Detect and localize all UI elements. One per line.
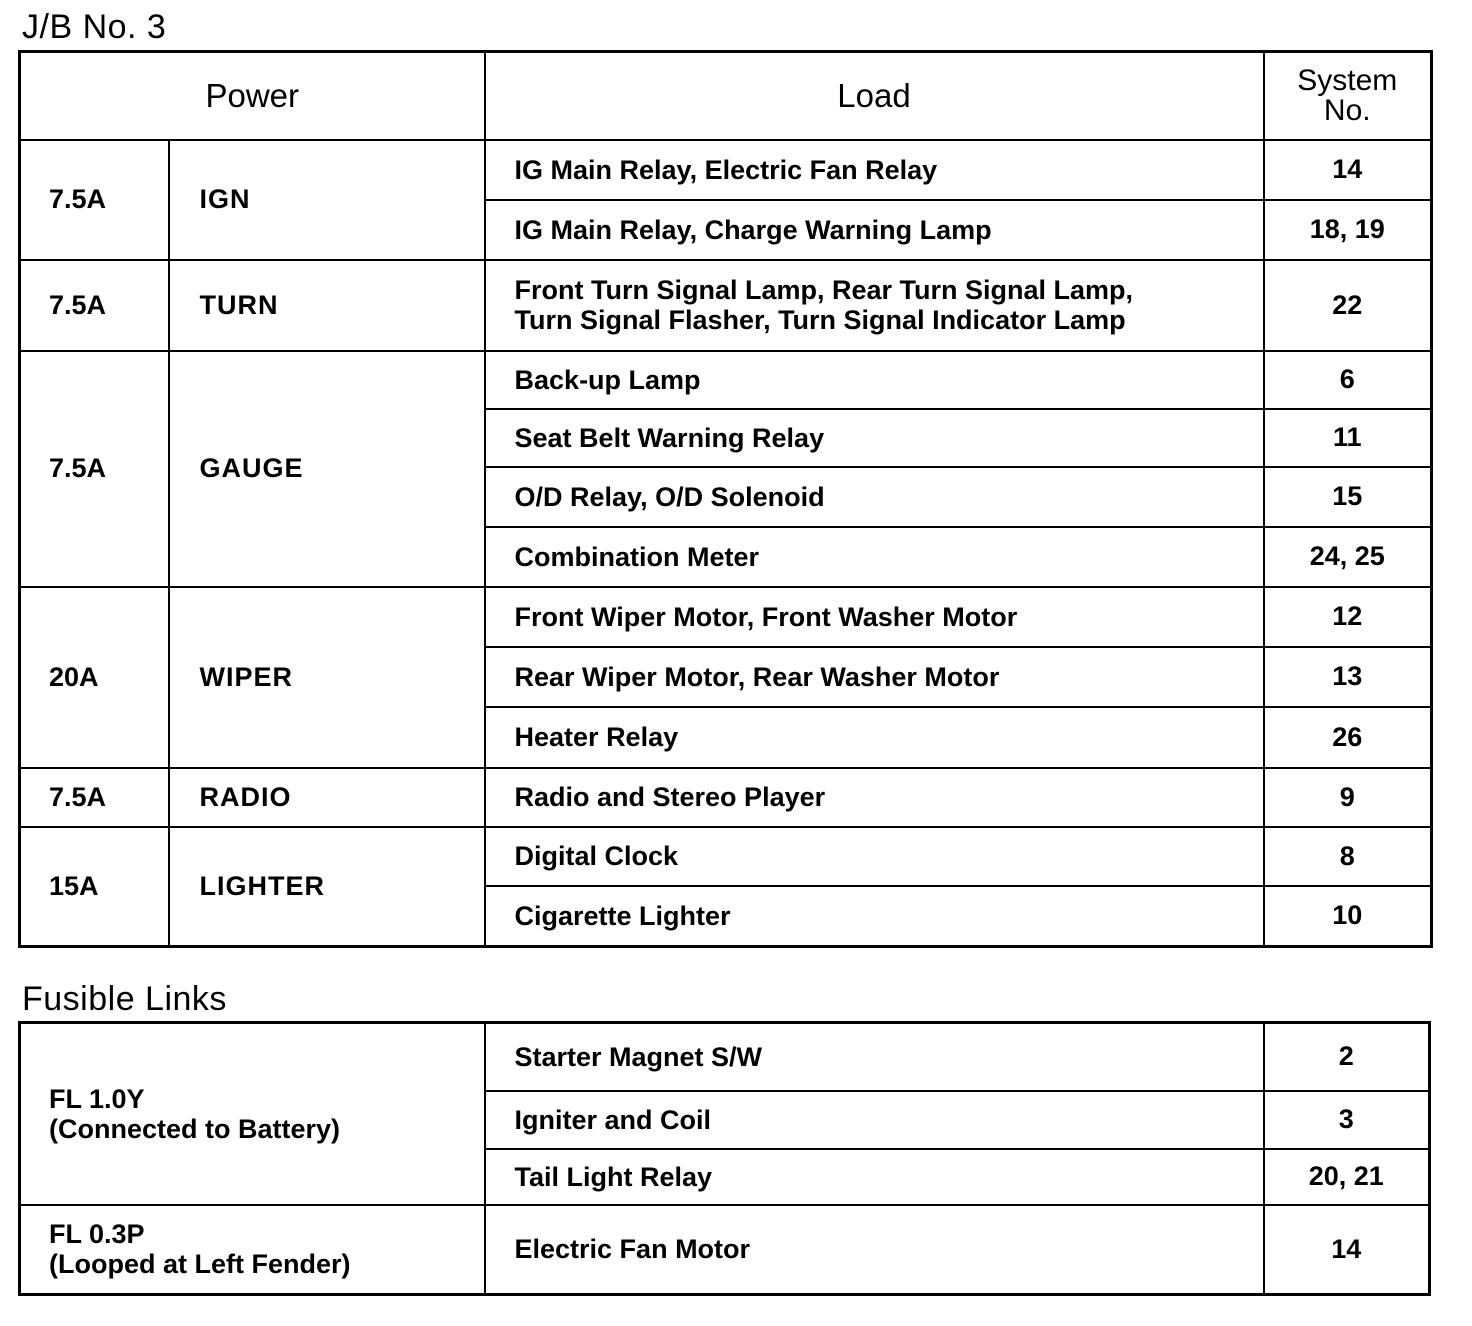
system-no-cell: 20, 21 (1264, 1149, 1430, 1205)
fuse-name: TURN (169, 260, 485, 351)
system-no-cell: 9 (1264, 768, 1432, 827)
load-cell: Cigarette Lighter (485, 886, 1264, 947)
load-cell: Digital Clock (485, 827, 1264, 886)
system-no-header (1264, 52, 1432, 140)
fuse-name: IGN (169, 140, 485, 260)
load-cell: Radio and Stereo Player (485, 768, 1264, 827)
system-no-cell: 10 (1264, 886, 1432, 947)
fusible-links-table (18, 1021, 1431, 1296)
table-row (20, 1023, 1430, 1091)
power-header: Power (20, 52, 485, 140)
system-no-cell: 8 (1264, 827, 1432, 886)
jb-table (18, 50, 1433, 948)
table-row (20, 587, 1432, 647)
system-no-cell: 22 (1264, 260, 1432, 351)
fusible-link-note: (Connected to Battery) (49, 1113, 341, 1144)
table-row (20, 140, 1432, 200)
fuse-amp: 7.5A (20, 351, 169, 587)
load-cell: Seat Belt Warning Relay (485, 409, 1264, 467)
load-cell: Tail Light Relay (485, 1149, 1264, 1205)
load-cell: IG Main Relay, Charge Warning Lamp (485, 200, 1264, 260)
fuse-name: WIPER (169, 587, 485, 768)
table-row (20, 768, 1432, 827)
load-cell: Heater Relay (485, 707, 1264, 768)
fuse-amp: 7.5A (20, 768, 169, 827)
fusible-link-id: FL 1.0Y (49, 1083, 145, 1114)
load-cell (485, 260, 1264, 351)
table-row (20, 1205, 1430, 1295)
load-header: Load (485, 52, 1264, 140)
system-no-cell: 12 (1264, 587, 1432, 647)
fuse-amp: 7.5A (20, 140, 169, 260)
load-cell: Igniter and Coil (485, 1091, 1264, 1149)
table-row (20, 351, 1432, 409)
jb-title: J/B No. 3 (22, 8, 167, 46)
fusible-link-note: (Looped at Left Fender) (49, 1249, 351, 1280)
load-cell: O/D Relay, O/D Solenoid (485, 467, 1264, 527)
fusible-link-id: FL 0.3P (49, 1219, 145, 1250)
system-no-cell: 13 (1264, 647, 1432, 707)
table-row (20, 827, 1432, 886)
table-row (20, 260, 1432, 351)
system-no-cell: 6 (1264, 351, 1432, 409)
fuse-name: LIGHTER (169, 827, 485, 947)
fuse-amp: 15A (20, 827, 169, 947)
header-row (20, 52, 1432, 140)
load-cell: Front Wiper Motor, Front Washer Motor (485, 587, 1264, 647)
fuse-name: GAUGE (169, 351, 485, 587)
system-no-cell: 2 (1264, 1023, 1430, 1091)
system-no-cell: 14 (1264, 140, 1432, 200)
system-no-cell: 14 (1264, 1205, 1430, 1295)
load-cell: Combination Meter (485, 527, 1264, 587)
load-cell: Starter Magnet S/W (485, 1023, 1264, 1091)
fuse-name: RADIO (169, 768, 485, 827)
system-no-cell: 15 (1264, 467, 1432, 527)
fusible-link-power (20, 1023, 485, 1205)
load-line: Turn Signal Flasher, Turn Signal Indicator Lamp (514, 305, 1126, 335)
system-no-cell: 26 (1264, 707, 1432, 768)
system-header-line1: System (1297, 63, 1398, 97)
fusible-link-power (20, 1205, 485, 1295)
fuse-amp: 20A (20, 587, 169, 768)
system-no-cell: 3 (1264, 1091, 1430, 1149)
system-header-line2: No. (1323, 93, 1371, 127)
load-cell: Rear Wiper Motor, Rear Washer Motor (485, 647, 1264, 707)
load-cell: Electric Fan Motor (485, 1205, 1264, 1295)
load-cell: IG Main Relay, Electric Fan Relay (485, 140, 1264, 200)
system-no-cell: 18, 19 (1264, 200, 1432, 260)
load-line: Front Turn Signal Lamp, Rear Turn Signal Lamp, (514, 275, 1134, 305)
system-no-cell: 24, 25 (1264, 527, 1432, 587)
system-no-cell: 11 (1264, 409, 1432, 467)
fusible-links-title: Fusible Links (22, 980, 227, 1018)
load-cell: Back-up Lamp (485, 351, 1264, 409)
fuse-amp: 7.5A (20, 260, 169, 351)
